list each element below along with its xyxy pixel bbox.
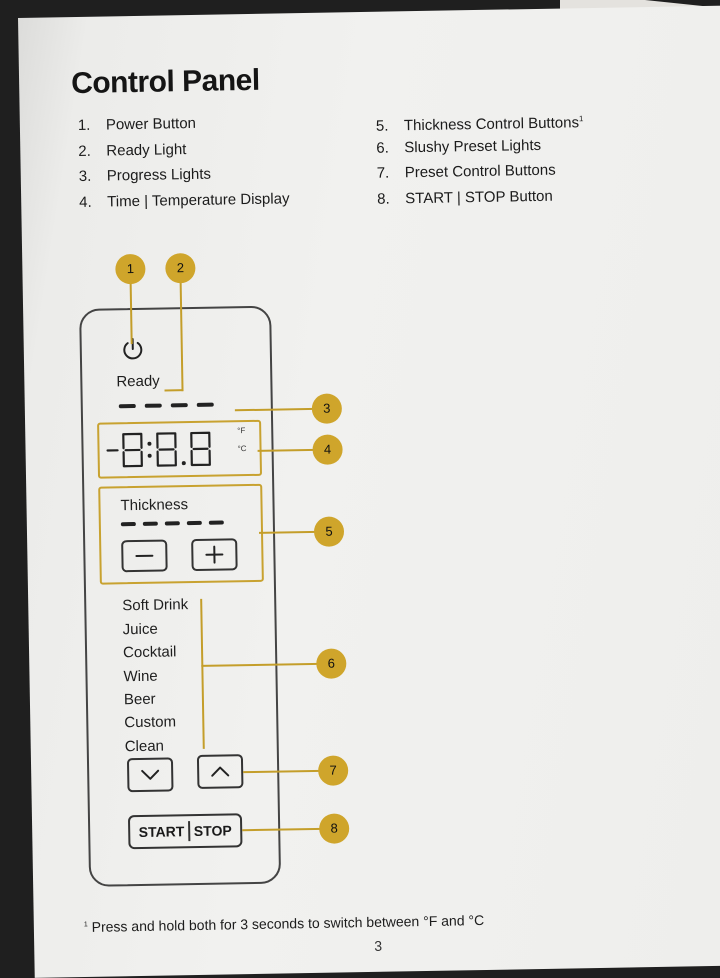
- thickness-light: [187, 521, 202, 525]
- unit-fahrenheit: °F: [237, 426, 245, 435]
- preset-light-wine: Wine: [123, 668, 157, 686]
- callout-badge-2: 2: [165, 253, 196, 284]
- thickness-label: Thickness: [120, 496, 188, 514]
- leader-line-3: [235, 408, 315, 411]
- control-panel-illustration: [79, 306, 281, 887]
- minus-icon: [134, 546, 154, 566]
- plus-icon: [204, 544, 224, 564]
- legend-label: Progress Lights: [107, 166, 211, 185]
- legend-label: Power Button: [106, 115, 196, 134]
- progress-light: [171, 403, 188, 407]
- legend-item: [79, 160, 290, 189]
- legend-number: 3.: [79, 163, 107, 189]
- preset-up-button[interactable]: [197, 754, 244, 789]
- callout-badge-6: 6: [316, 648, 347, 679]
- footnote-marker: 1: [579, 114, 584, 123]
- power-icon: [120, 336, 146, 362]
- leader-line-7: [243, 770, 321, 773]
- legend-item: [376, 132, 584, 161]
- chevron-down-icon: [139, 768, 161, 782]
- preset-light-custom: Custom: [124, 713, 176, 731]
- leader-line-8: [242, 828, 322, 831]
- preset-light-juice: Juice: [123, 621, 158, 639]
- legend-number: 2.: [78, 138, 106, 164]
- legend-label: Slushy Preset Lights: [404, 136, 541, 155]
- callout-badge-8: 8: [319, 813, 350, 844]
- legend-label: Time | Temperature Display: [107, 190, 290, 210]
- ready-label: Ready: [116, 373, 160, 391]
- preset-down-button[interactable]: [127, 757, 174, 792]
- legend-list-left: [78, 109, 290, 215]
- footnote-text: Press and hold both for 3 seconds to switch between °F and °C: [92, 912, 485, 935]
- footnote: [84, 912, 485, 935]
- legend-label: Preset Control Buttons: [405, 162, 556, 182]
- page-number: 3: [374, 938, 382, 954]
- legend-number: 6.: [376, 135, 404, 161]
- legend-list-right: [376, 106, 585, 212]
- legend-item: [376, 106, 584, 135]
- callout-badge-3: 3: [312, 393, 343, 424]
- legend-item: [78, 135, 289, 164]
- progress-lights: [119, 403, 214, 408]
- thickness-light: [121, 522, 136, 526]
- stop-label: STOP: [194, 822, 232, 839]
- start-label: START: [139, 823, 185, 840]
- footnote-marker: 1: [84, 921, 88, 928]
- legend-item: [78, 109, 289, 138]
- preset-light-cocktail: Cocktail: [123, 643, 177, 661]
- callout-badge-5: 5: [314, 516, 345, 547]
- leader-line-2-tail: [165, 389, 184, 391]
- callout-badge-4: 4: [312, 434, 343, 465]
- preset-light-clean: Clean: [125, 738, 164, 756]
- start-stop-divider: [188, 821, 190, 841]
- legend-label: Ready Light: [106, 141, 186, 159]
- legend-label: Thickness Control Buttons: [404, 114, 579, 134]
- thickness-light: [209, 520, 224, 524]
- manual-page: [18, 5, 720, 977]
- start-stop-button[interactable]: [128, 813, 243, 849]
- progress-light: [119, 404, 136, 408]
- chevron-up-icon: [209, 764, 231, 778]
- progress-light: [145, 404, 162, 408]
- thickness-light: [165, 521, 180, 525]
- legend-item: [377, 157, 585, 186]
- thickness-increase-button[interactable]: [191, 538, 238, 571]
- callout-badge-1: 1: [115, 254, 146, 285]
- page-title: Control Panel: [71, 64, 260, 101]
- seven-segment-digits: [105, 428, 236, 470]
- legend-item: [79, 186, 290, 215]
- legend-item: [377, 183, 585, 212]
- legend-label: START | STOP Button: [405, 187, 553, 207]
- thickness-light: [143, 522, 158, 526]
- unit-celsius: °C: [237, 444, 246, 453]
- time-temperature-display: [97, 420, 262, 479]
- preset-light-soft-drink: Soft Drink: [122, 596, 188, 614]
- legend-number: 5.: [376, 113, 404, 139]
- progress-light: [197, 403, 214, 407]
- callout-badge-7: 7: [318, 755, 349, 786]
- thickness-decrease-button[interactable]: [121, 539, 168, 572]
- leader-line-4: [258, 449, 316, 452]
- preset-light-beer: Beer: [124, 691, 156, 709]
- leader-line-5: [259, 531, 317, 534]
- legend-number: 7.: [377, 160, 405, 186]
- legend-number: 1.: [78, 112, 106, 138]
- legend-number: 8.: [377, 186, 405, 212]
- legend-number: 4.: [79, 189, 107, 215]
